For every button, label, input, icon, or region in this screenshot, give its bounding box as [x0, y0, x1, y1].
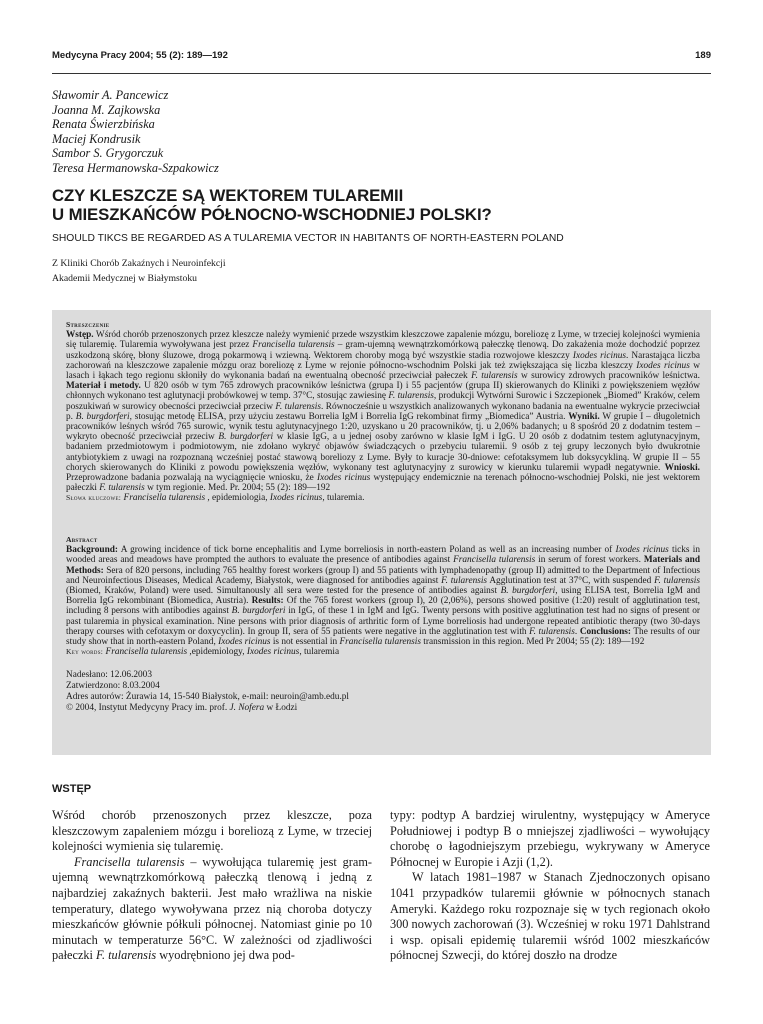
paragraph: W latach 1981–1987 w Stanach Zjednoczonych opisano 1041 przypadków tularemii głównie w północnych stanach Ameryki. Każdego roku rozpoznaje się w tych regionach około 300 nowych zachorowań (3). Wcześniej w roku 1971 Dahlstrand i wsp. opisali epidemię tularemii wśród 1002 mieszkańców północnej Szwecji, do której doszło na drodze [390, 870, 710, 963]
summary-keywords: Słowa kluczowe: Francisella tularensis , epidemiologia, Ixodes ricinus, tularemia. [66, 493, 365, 504]
author: Sambor S. Grygorczuk [52, 146, 164, 160]
author: Sławomir A. Pancewicz [52, 88, 169, 102]
journal-citation: Medycyna Pracy 2004; 55 (2): 189—192 [52, 50, 228, 61]
section-heading: WSTĘP [52, 783, 92, 795]
paragraph: typy: podtyp A bardziej wirulentny, występujący w Ameryce Południowej i podtyp B o mniejszej zjadliwości – wywołujący chorobę o łagodniejszym przebiegu, wykrywany w Ameryce Północnej w Europie i Azji (1,2). [390, 808, 710, 869]
header-rule [52, 73, 711, 74]
abstract-heading: Abstract [66, 535, 98, 544]
paragraph: Francisella tularensis – wywołująca tularemię jest gram-ujemną wewnątrzkomórkową pałeczką tlenową i jedną z najbardziej zakaźnych bakterii. Jest mało wrażliwa na niskie temperatury, dlatego wywoływana przez nią choroba dotyczy mieszkańców głównie półkuli północnej. Natomiast ginie po 10 minutach w temperaturze 56°C. W zależności od zjadliwości pałeczki F. tularensis wyodrębniono jej dwa pod- [52, 854, 372, 963]
article-dates [66, 670, 700, 714]
author-list [52, 88, 219, 175]
abstract-text: Background: A growing incidence of tick borne encephalitis and Lyme borreliosis in north-eastern Poland as well as an increasing number of Ixodes ricinus ticks in wooded areas and meadows have prompted the authors to evaluate the presence of antibodies against Francisella tularensis in serum of forest workers. Materials and Methods: Sera of 820 persons, including 765 healthy forest workers (group I) and 55 patients with lymphadenopathy (group II) admitted to the Department of Infectious and Neuroinfectious Diseases, Medical Academy, Białystok, were diagnosed for antibodies against F. tularensis Agglutination test at 37°C, with suspended F. tularensis (Biomed, Kraków, Poland) were used. Simultanously all sera were tested for the presence of antibodies against B. burgdorferi, using ELISA test, Borrelia IgM and Borrelia IgG rekombinant (Biomedica, Austria). Results: Of the 765 forest workers (group I), 20 (2,06%), persons showed positive (1:20) result of agglutination test, including 8 persons with antibodies against B. burgdorferi in IgG, of these 1 in IgM and IgG. Twenty persons with positive agglutination test had no signs of present or past tularemia in physical examination. Nine persons with prior diagnosis of arthritic form of Lyme borreliosis had undergone repeated antibiotic therapy (two 30-days therapy courses with cefotaxym or doxycyclin). In group II, sera of 55 patients were negative in the agglutination test with F. tularensis. Conclusions: The results of our study show that in north-eastern Poland, Ixodes ricinus is not essential in Francisella tularensis transmission in this region. Med Pr 2004; 55 (2): 189—192 [66, 545, 700, 648]
running-head [52, 50, 711, 66]
summary-heading: Streszczenie [66, 320, 110, 329]
summary-text: Wstęp. Wśród chorób przenoszonych przez kleszcze należy wymienić przede wszystkim kleszczowe zapalenie mózgu, boreliozę z Lyme, w trzeciej kolejności wymienia się tularemię. Tularemia wywoływana jest przez Francisella tularensis – gram-ujemną wewnątrzkomórkową pałeczkę tlenową. Do zakażenia może dochodzić poprzez uszkodzoną skórę, błony śluzowe, drogą pokarmową i wziewną. Wektorem choroby mogą być wszystkie stadia rozwojowe kleszczy Ixodes ricinus. Narastająca liczba zachorowań na kleszczowe zapalenie mózgu oraz boreliozę z Lyme w rejonie północno-wschodnim Polski jak też zwiększająca się liczba kleszczy Ixodes ricinus w lasach i łąkach tego regionu skłoniły do wykonania badań na ewentualną obecność przeciwciał pałeczek F. tularensis w surowicy zdrowych pracowników leśnictwa. Materiał i metody. U 820 osób w tym 765 zdrowych pracowników leśnictwa (grupa I) i 55 pacjentów (grupa II) skierowanych do Kliniki z powiększeniem węzłów chłonnych wykonano test aglutynacji probówkowej w temp. 37°C, stosując zawiesinę F. tularensis, produkcji Wytwórni Surowic i Szczepionek „Biomed” Kraków, celem poszukiwań w surowicy obecności przeciwciał przeciw F. tularensis. Równocześnie u wszystkich analizowanych wykonano badania na ewentualne wykrycie przeciwciał p. B. burgdorferi, stosując metodę ELISA, przy użyciu zestawu Borrelia IgM i Borrelia IgG rekombinat firmy „Biomedica” Austria. Wyniki. W grupie I – długoletnich pracowników leśnych wśród 765 surowic, wynik testu aglutynacyjnego 1:20, uzyskano u 20 pracowników, tj. u 2,06% badanych; u 8 spośród 20 z dodatnim testem – wykryto obecność przeciwciał przeciw B. burgdorferi w klasie IgG, a u jednej osoby zarówno w klasie IgM i IgG. U 20 osób z dodatnim testem aglutynacyjnym, badaniem przedmiotowym i podmiotowym, nie zdołano wykryć objawów świadczących o przebyciu tularemii. 9 osób z tej grupy leczonych było dwukrotnie antybiotykiem z uwagi na rozpoznaną wcześniej postać stawową boreliozy z Lyme. Były to kuracje 30-dniowe: cefotaksymem lub doksycykliną. W grupie II – 55 chorych skierowanych do Kliniki z powodu powiększenia węzłów, wykonany test aglutynacyjny z surowicy w kierunku tularemii wypadł negatywnie. Wnioski. Przeprowadzone badania pozwalają na wyciągnięcie wniosku, że Ixodes ricinus występujący endemicznie na terenach północno-wschodniej Polski, nie jest wektorem pałeczki F. tularensis w tym regionie. Med. Pr. 2004; 55 (2): 189—192 [66, 330, 701, 494]
author: Teresa Hermanowska-Szpakowicz [52, 160, 219, 175]
english-abstract [66, 535, 700, 657]
affiliation-line: Akademii Medycznej w Białymstoku [52, 273, 198, 284]
article-title [52, 186, 492, 224]
paragraph: Wśród chorób przenoszonych przez kleszcze, poza kleszczowym zapaleniem mózgu i boreliozą z Lyme, w trzeciej kolejności wymienia się tularemię. [52, 808, 372, 854]
body-column-left [52, 808, 372, 964]
polish-summary [66, 320, 700, 504]
approved-date: Zatwierdzono: 8.03.2004 [66, 681, 160, 691]
received-date: Nadesłano: 12.06.2003 [66, 670, 152, 680]
english-title: SHOULD TIKCS BE REGARDED AS A TULAREMIA VECTOR IN HABITANTS OF NORTH-EASTERN POLAND [52, 233, 564, 244]
abstract-keywords: Key words: Francisella tularensis ,epidemiology, Ixodes ricinus, tularemia [66, 647, 340, 658]
affiliation-line: Z Kliniki Chorób Zakaźnych i Neuroinfekcji [52, 258, 226, 269]
title-line: CZY KLESZCZE SĄ WEKTOREM TULAREMII [52, 186, 404, 205]
abstract-box [52, 310, 711, 755]
title-line: U MIESZKAŃCÓW PÓŁNOCNO-WSCHODNIEJ POLSKI? [52, 205, 492, 224]
author-address: Adres autorów: Żurawia 14, 15-540 Białystok, e-mail: neuroin@amb.edu.pl [66, 692, 350, 702]
copyright: © 2004, Instytut Medycyny Pracy im. prof. J. Nofera w Łodzi [66, 703, 298, 713]
author: Renata Świerzbińska [52, 117, 155, 131]
affiliation [52, 256, 226, 286]
author: Maciej Kondrusik [52, 131, 141, 146]
page-number: 189 [695, 50, 711, 61]
author: Joanna M. Zajkowska [52, 102, 161, 117]
body-column-right [390, 808, 710, 964]
